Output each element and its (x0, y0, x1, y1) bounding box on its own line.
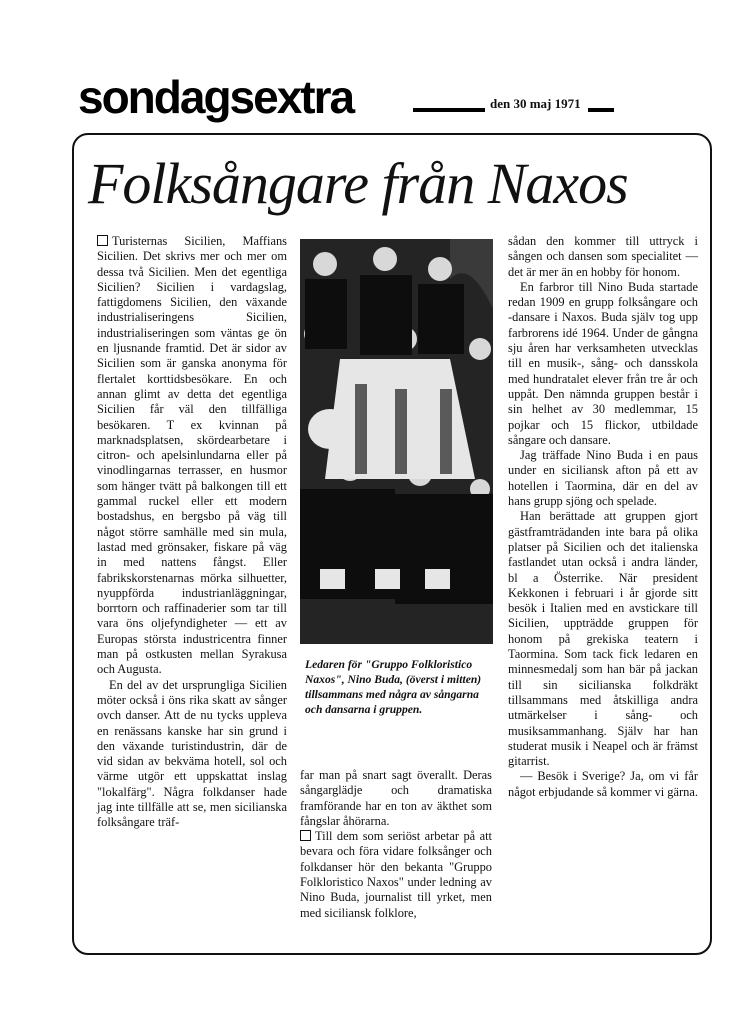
paragraph (97, 234, 287, 678)
group-photo (300, 239, 493, 644)
photo-caption: Ledaren för "Gruppo Folkloristico Naxos", Nino Buda, (överst i mitten) tillsammans med några av sångarna och dansarna i gruppen. (305, 658, 482, 716)
paragraph-text: Turisternas Sicilien, Maffians Sicilien. Det skrivs mer och mer om dessa två Sicilien. Men det egentliga Sicilien? Sicilien i vardagslag, fattigdomens Sicilien, den växande industrialiseringens Sicilien, industrialiseringen som väntas ge ön en ljusnande framtid. Det är sidor av Sicilien som är ganska anonyma för flertalet korttidsbesökare. En och annan glimt av detta det egentliga Sicilien får väl den tillfälliga besökaren. T ex kvinnan på marknadsplatsen, skördearbetare i citron- och apelsinlundarna eller på vinodlingarnas terrasser, en husmor som hänger tvätt på balkongen till ett gammal ruckel eller ett modern bostadshus, en bergsbo på väg till något större samhälle med sin mula, lastad med grönsaker, fiskare på väg in med nattens fångst. Eller fabrikskorstenarnas mörka silhuetter, nyuppförda industrianläggningar, borrtorn och raffinaderier som tar till vara öns oljefyndigheter — ett av Europas största industricentra finner man på ostkusten mellan Syrakusa och Augusta. (97, 234, 287, 677)
masthead-date: den 30 maj 1971 (490, 96, 581, 111)
article-column-3 (508, 234, 698, 800)
paragraph: — Besök i Sverige? Ja, om vi får något erbjudande så kommer vi gärna. (508, 769, 698, 799)
paragraph: Jag träffade Nino Buda i en paus under en siciliansk afton på ett av hotellen i Taormina, där en del av hans grupp sjöng och spelade. (508, 448, 698, 509)
group-photo-image (300, 239, 493, 644)
paragraph-text: Till dem som seriöst arbetar på att bevara och föra vidare folksånger och folkdanser hör den bekanta "Gruppo Folkloristico Naxos" under ledning av Nino Buda, journalist till yrket, men med siciliansk folklore, (300, 829, 492, 920)
article-headline: Folksångare från Naxos (88, 151, 628, 216)
paragraph (300, 829, 492, 921)
article-column-1 (97, 234, 287, 831)
paragraph: sådan den kommer till uttryck i sången och dansen som specialitet — det är mer än en hobby för honom. (508, 234, 698, 279)
masthead-rule (413, 108, 485, 112)
square-bullet-icon (97, 235, 108, 246)
paragraph: Han berättade att gruppen gjort gästframträdanden inte bara på olika platser på Sicilien och det italienska fastlandet utan också i andra länder, bl a Österrike. När president Kekkonen i februari i år gjorde sitt besök i Italien med en avstickare till Sicilien, uppträdde gruppen för honom på grekiska teatern i Taormina. Som tack fick ledaren en minnesmedalj som han bär på jackan till sin sicilianska folkdräkt tillsammans med åtskilliga andra utmärkelser i sång- och musiksammanhang. Själv har han studerat musik i Neapel och är främst gitarrist. (508, 509, 698, 769)
paragraph: En del av det ursprungliga Sicilien möter också i öns rika skatt av sånger ovch danser. Att de nu tycks uppleva en renässans kanske har sin grund i den växande turistindustrin, där de vid sidan av bekväma hotell, sol och värme utgör ett uppskattat inslag "lokalfärg". Några folkdanser hade jag inte tillfälle att se, men sicilianska folksångare träf- (97, 677, 287, 830)
masthead-rule-end (588, 108, 614, 112)
masthead (78, 72, 618, 122)
article-column-2 (300, 768, 492, 921)
square-bullet-icon (300, 830, 311, 841)
masthead-brand: sondagsextra (78, 71, 354, 123)
paragraph: far man på snart sagt överallt. Deras sångarglädje och dramatiska framförande har en ton av äkthet som fångslar åhörarna. (300, 768, 492, 828)
paragraph: En farbror till Nino Buda startade redan 1909 en grupp folksångare och -dansare i Naxos. Buda själv tog upp farbrorens idé 1964. Under de gångna sju åren har verksamheten utvecklas till en musik-, sång- och dansskola med hundratalet elever från tre år och uppåt. Den nämnda gruppen består i sin helhet av 30 medlemmar, 15 pojkar och 15 flickor, utbildade sångare och dansare. (508, 279, 698, 447)
